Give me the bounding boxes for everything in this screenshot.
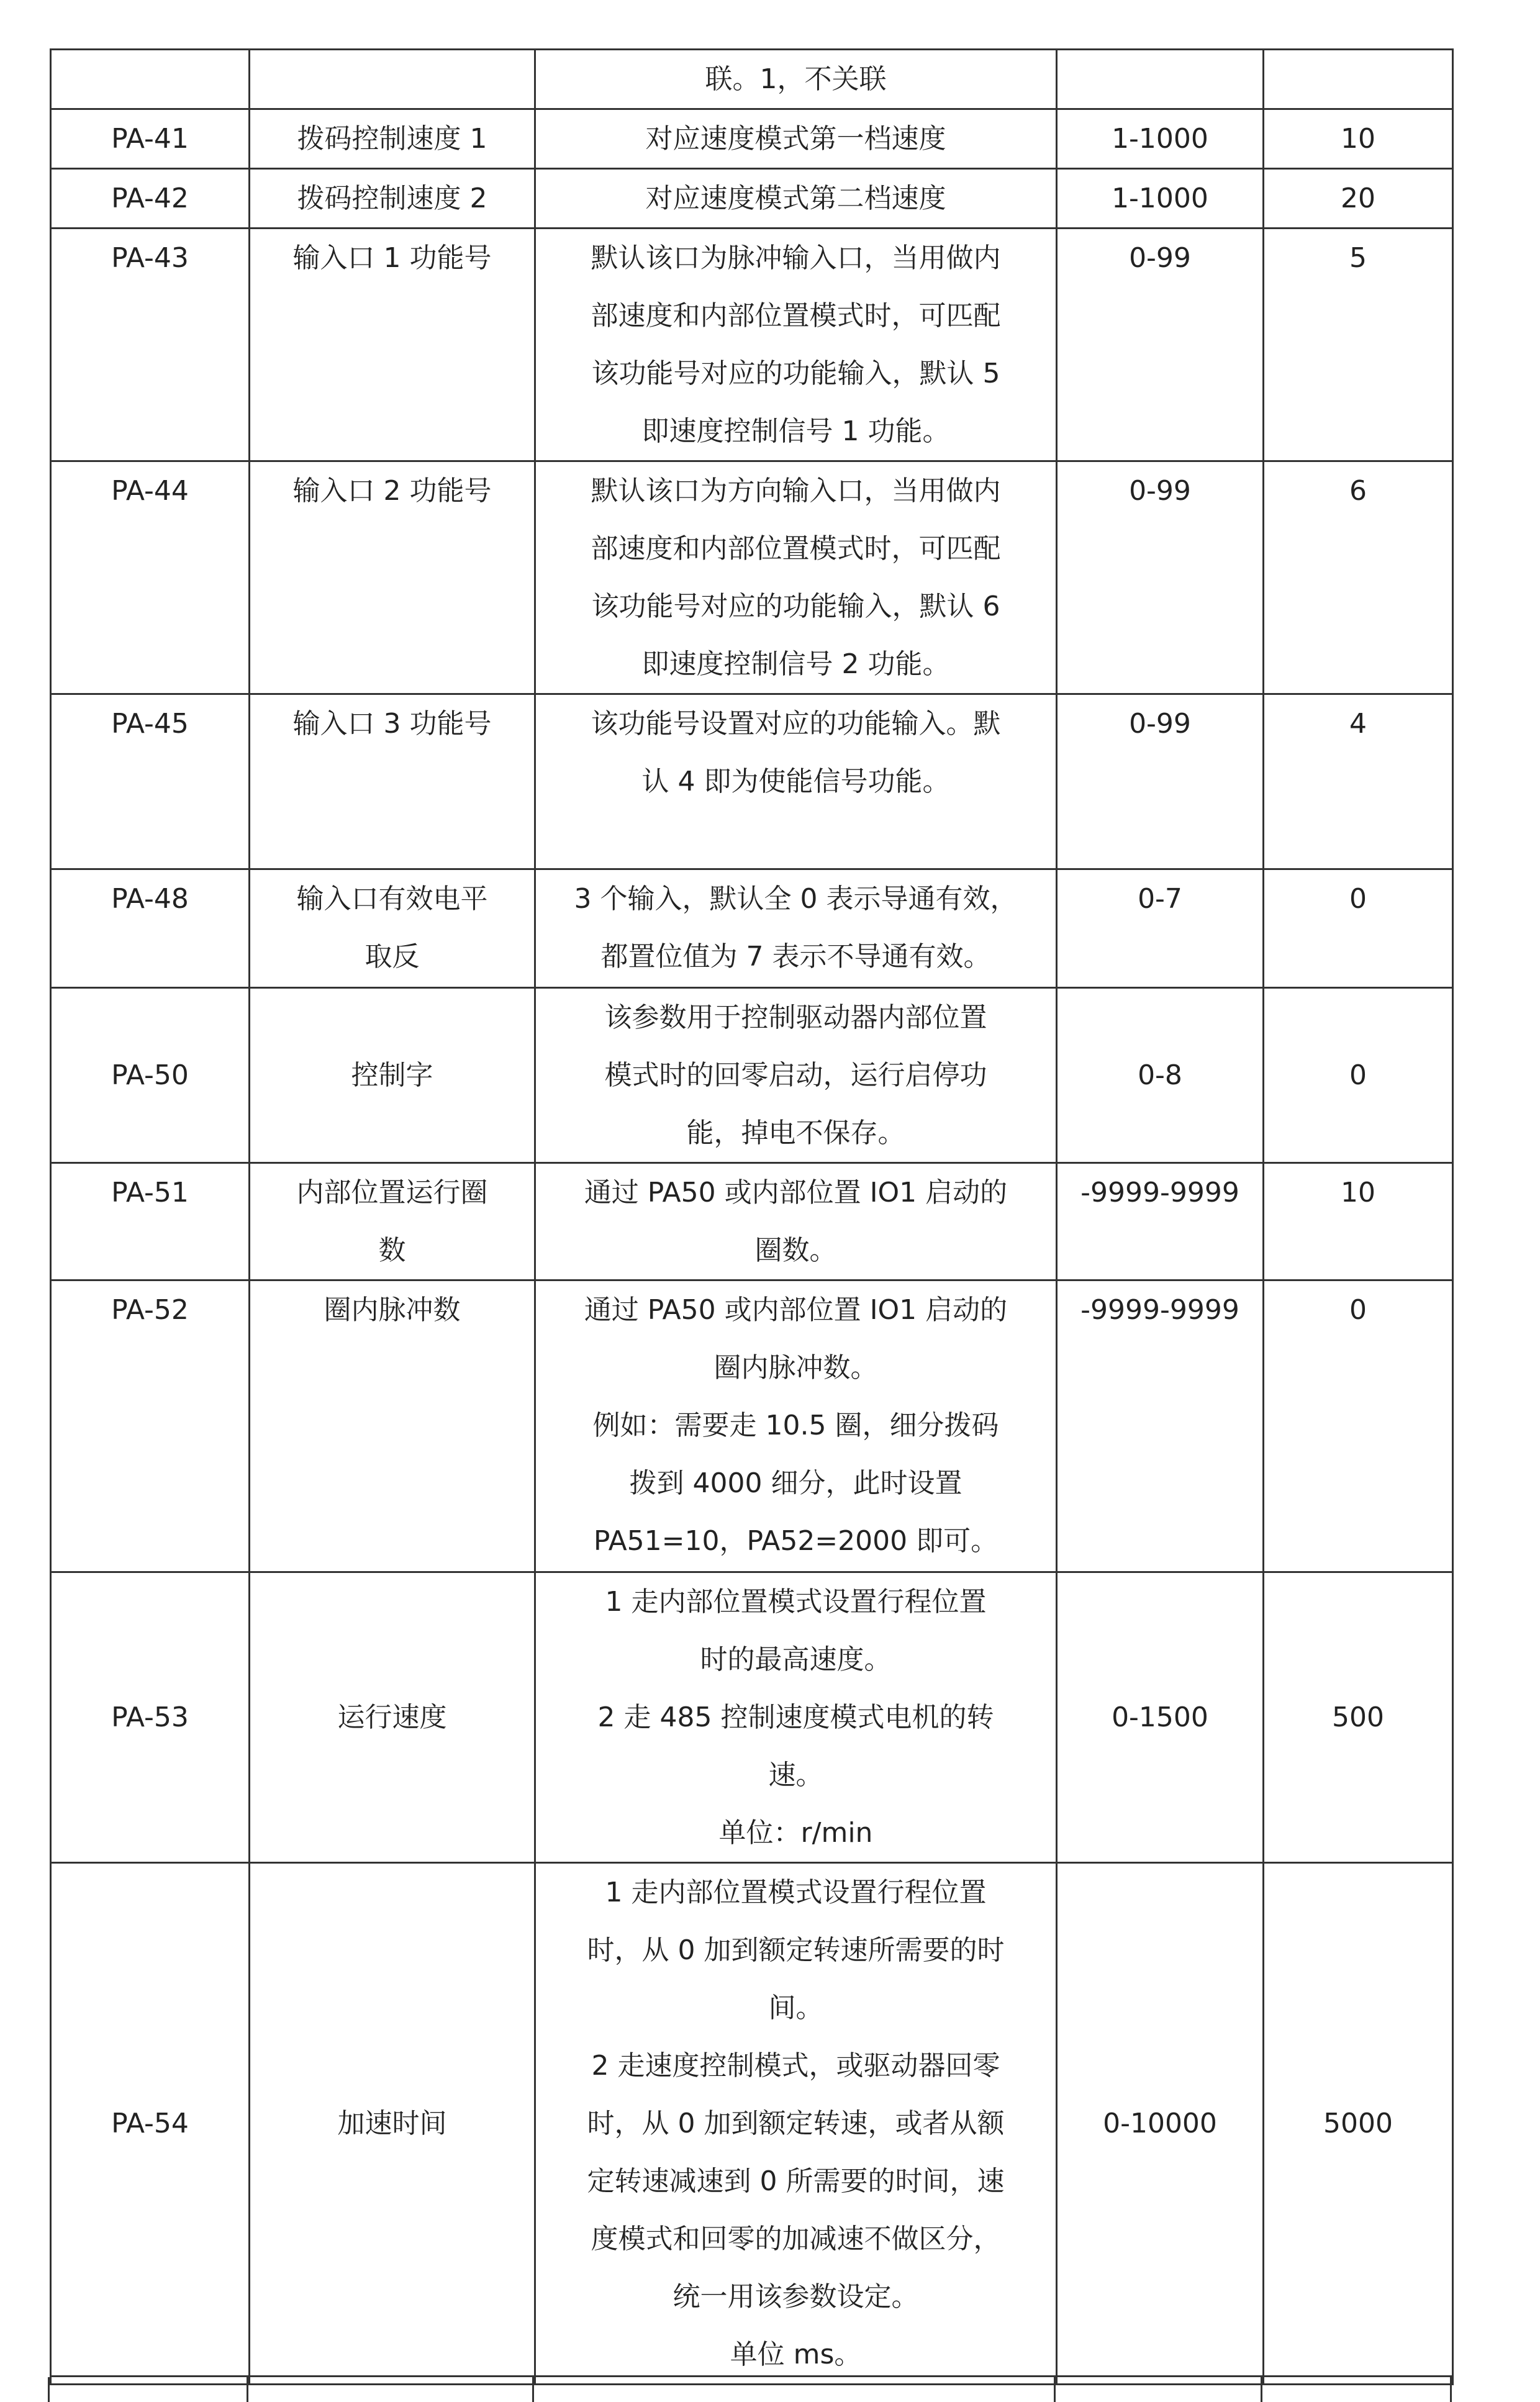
text-line: 默认该口为方向输入口，当用做内: [591, 475, 1001, 507]
param-range: 0-99: [1057, 229, 1264, 461]
text-line: 联。1，不关联: [705, 63, 887, 95]
table-row: [51, 1863, 1453, 2385]
param-description: [535, 109, 1057, 169]
param-range: 1-1000: [1057, 109, 1264, 169]
param-description: [535, 1163, 1057, 1280]
param-name: [250, 1863, 535, 2385]
text-line: 即速度控制信号 2 功能。: [641, 648, 950, 680]
text-line: 部速度和内部位置模式时，可匹配: [591, 300, 1001, 332]
param-name: [250, 169, 535, 229]
text-line: 输入口 3 功能号: [292, 708, 492, 740]
param-default: 0: [1264, 1280, 1453, 1572]
text-line: 拨码控制速度 1: [297, 123, 487, 155]
text-line: 圈内脉冲数: [324, 1294, 461, 1326]
table-row: [51, 1163, 1453, 1280]
text-line: 1 走内部位置模式设置行程位置: [605, 1586, 987, 1618]
param-range: -9999-9999: [1057, 1163, 1264, 1280]
text-line: 圈内脉冲数。: [713, 1352, 878, 1384]
text-line: 对应速度模式第二档速度: [645, 183, 946, 214]
param-description: [535, 1863, 1057, 2385]
param-name: [250, 694, 535, 869]
text-line: 运行速度: [337, 1702, 447, 1733]
param-code: PA-50: [51, 988, 250, 1163]
text-line: 取反: [365, 941, 420, 972]
text-line: 拨到 4000 细分，此时设置: [629, 1467, 962, 1499]
text-line: 统一用该参数设定。: [673, 2281, 919, 2313]
param-name: [250, 1163, 535, 1280]
param-default: 6: [1264, 461, 1453, 694]
param-range: 1-1000: [1057, 169, 1264, 229]
table-row: [51, 50, 1453, 109]
param-description: [535, 461, 1057, 694]
param-description: [535, 694, 1057, 869]
param-description: [535, 50, 1057, 109]
text-line: 认 4 即为使能信号功能。: [641, 766, 950, 797]
param-code: [51, 50, 250, 109]
param-default: 5000: [1264, 1863, 1453, 2385]
param-description: [535, 988, 1057, 1163]
text-line: 加速时间: [337, 2108, 447, 2139]
param-range: 0-8: [1057, 988, 1264, 1163]
param-description: [535, 869, 1057, 988]
param-range: 0-1500: [1057, 1572, 1264, 1863]
param-default: 5: [1264, 229, 1453, 461]
text-line: 单位：r/min: [718, 1817, 873, 1849]
table-row: [51, 1572, 1453, 1863]
text-line: 2 走 485 控制速度模式电机的转: [597, 1702, 994, 1733]
param-name: [250, 869, 535, 988]
text-line: 拨码控制速度 2: [297, 183, 487, 214]
table-row: [51, 1280, 1453, 1572]
param-name: [250, 461, 535, 694]
text-line: 定转速减速到 0 所需要的时间，速: [587, 2165, 1005, 2197]
table-row: [51, 461, 1453, 694]
text-line: 时，从 0 加到额定转速，或者从额: [587, 2108, 1005, 2139]
param-name: [250, 229, 535, 461]
text-line: 度模式和回零的加减速不做区分，: [591, 2223, 1001, 2255]
param-range: 0-7: [1057, 869, 1264, 988]
param-range: 0-99: [1057, 694, 1264, 869]
param-code: PA-41: [51, 109, 250, 169]
text-line: 数: [378, 1235, 406, 1266]
text-line: 间。: [768, 1992, 823, 2024]
text-line: 输入口 1 功能号: [292, 242, 492, 274]
param-name: [250, 50, 535, 109]
param-name: [250, 1280, 535, 1572]
param-default: 0: [1264, 988, 1453, 1163]
param-code: PA-51: [51, 1163, 250, 1280]
text-line: 圈数。: [754, 1235, 837, 1266]
text-line: 3 个输入，默认全 0 表示导通有效，: [574, 883, 1018, 915]
text-line: 模式时的回零启动，运行启停功: [604, 1059, 987, 1091]
table-row: [51, 229, 1453, 461]
param-default: 20: [1264, 169, 1453, 229]
param-name: [250, 1572, 535, 1863]
text-line: 默认该口为脉冲输入口，当用做内: [591, 242, 1001, 274]
table-row: [51, 869, 1453, 988]
text-line: 内部位置运行圈: [296, 1177, 488, 1208]
param-name: [250, 109, 535, 169]
text-line: 输入口 2 功能号: [292, 475, 492, 507]
param-name: [250, 988, 535, 1163]
param-default: 4: [1264, 694, 1453, 869]
text-line: 该功能号对应的功能输入，默认 5: [591, 358, 1000, 389]
param-range: [1057, 50, 1264, 109]
param-code: PA-53: [51, 1572, 250, 1863]
table-row: [51, 694, 1453, 869]
table-row: [51, 169, 1453, 229]
param-code: PA-44: [51, 461, 250, 694]
table-row: [51, 988, 1453, 1163]
text-line: 对应速度模式第一档速度: [645, 123, 946, 155]
text-line: 输入口有效电平: [296, 883, 488, 915]
param-default: 10: [1264, 109, 1453, 169]
text-line: 例如：需要走 10.5 圈，细分拨码: [592, 1410, 999, 1441]
param-code: PA-42: [51, 169, 250, 229]
param-default: [1264, 50, 1453, 109]
text-line: 时的最高速度。: [700, 1644, 892, 1675]
text-line: 该参数用于控制驱动器内部位置: [604, 1002, 987, 1033]
param-code: PA-45: [51, 694, 250, 869]
text-line: 能，掉电不保存。: [686, 1117, 905, 1149]
parameter-table: [50, 48, 1454, 2385]
param-range: -9999-9999: [1057, 1280, 1264, 1572]
text-line: 1 走内部位置模式设置行程位置: [605, 1877, 987, 1908]
text-line: 通过 PA50 或内部位置 IO1 启动的: [584, 1177, 1008, 1208]
param-default: 10: [1264, 1163, 1453, 1280]
text-line: 2 走速度控制模式，或驱动器回零: [591, 2050, 1000, 2082]
text-line: 通过 PA50 或内部位置 IO1 启动的: [584, 1294, 1008, 1326]
text-line: 该功能号对应的功能输入，默认 6: [591, 591, 1000, 622]
param-code: PA-43: [51, 229, 250, 461]
text-line: 控制字: [351, 1059, 433, 1091]
text-line: 单位 ms。: [730, 2339, 862, 2370]
param-code: PA-52: [51, 1280, 250, 1572]
text-line: 速。: [768, 1759, 823, 1791]
param-description: [535, 1280, 1057, 1572]
param-range: 0-99: [1057, 461, 1264, 694]
text-line: 该功能号设置对应的功能输入。默: [591, 708, 1001, 740]
param-code: PA-48: [51, 869, 250, 988]
text-line: 即速度控制信号 1 功能。: [641, 415, 950, 447]
param-default: 0: [1264, 869, 1453, 988]
param-description: [535, 1572, 1057, 1863]
text-line: PA51=10，PA52=2000 即可。: [593, 1525, 999, 1557]
text-line: 时，从 0 加到额定转速所需要的时: [587, 1934, 1005, 1966]
param-description: [535, 169, 1057, 229]
param-default: 500: [1264, 1572, 1453, 1863]
param-code: PA-54: [51, 1863, 250, 2385]
text-line: 部速度和内部位置模式时，可匹配: [591, 533, 1001, 564]
text-line: 都置位值为 7 表示不导通有效。: [600, 941, 991, 972]
param-description: [535, 229, 1057, 461]
param-range: 0-10000: [1057, 1863, 1264, 2385]
next-row-stub: [50, 2375, 1452, 2402]
table-row: [51, 109, 1453, 169]
